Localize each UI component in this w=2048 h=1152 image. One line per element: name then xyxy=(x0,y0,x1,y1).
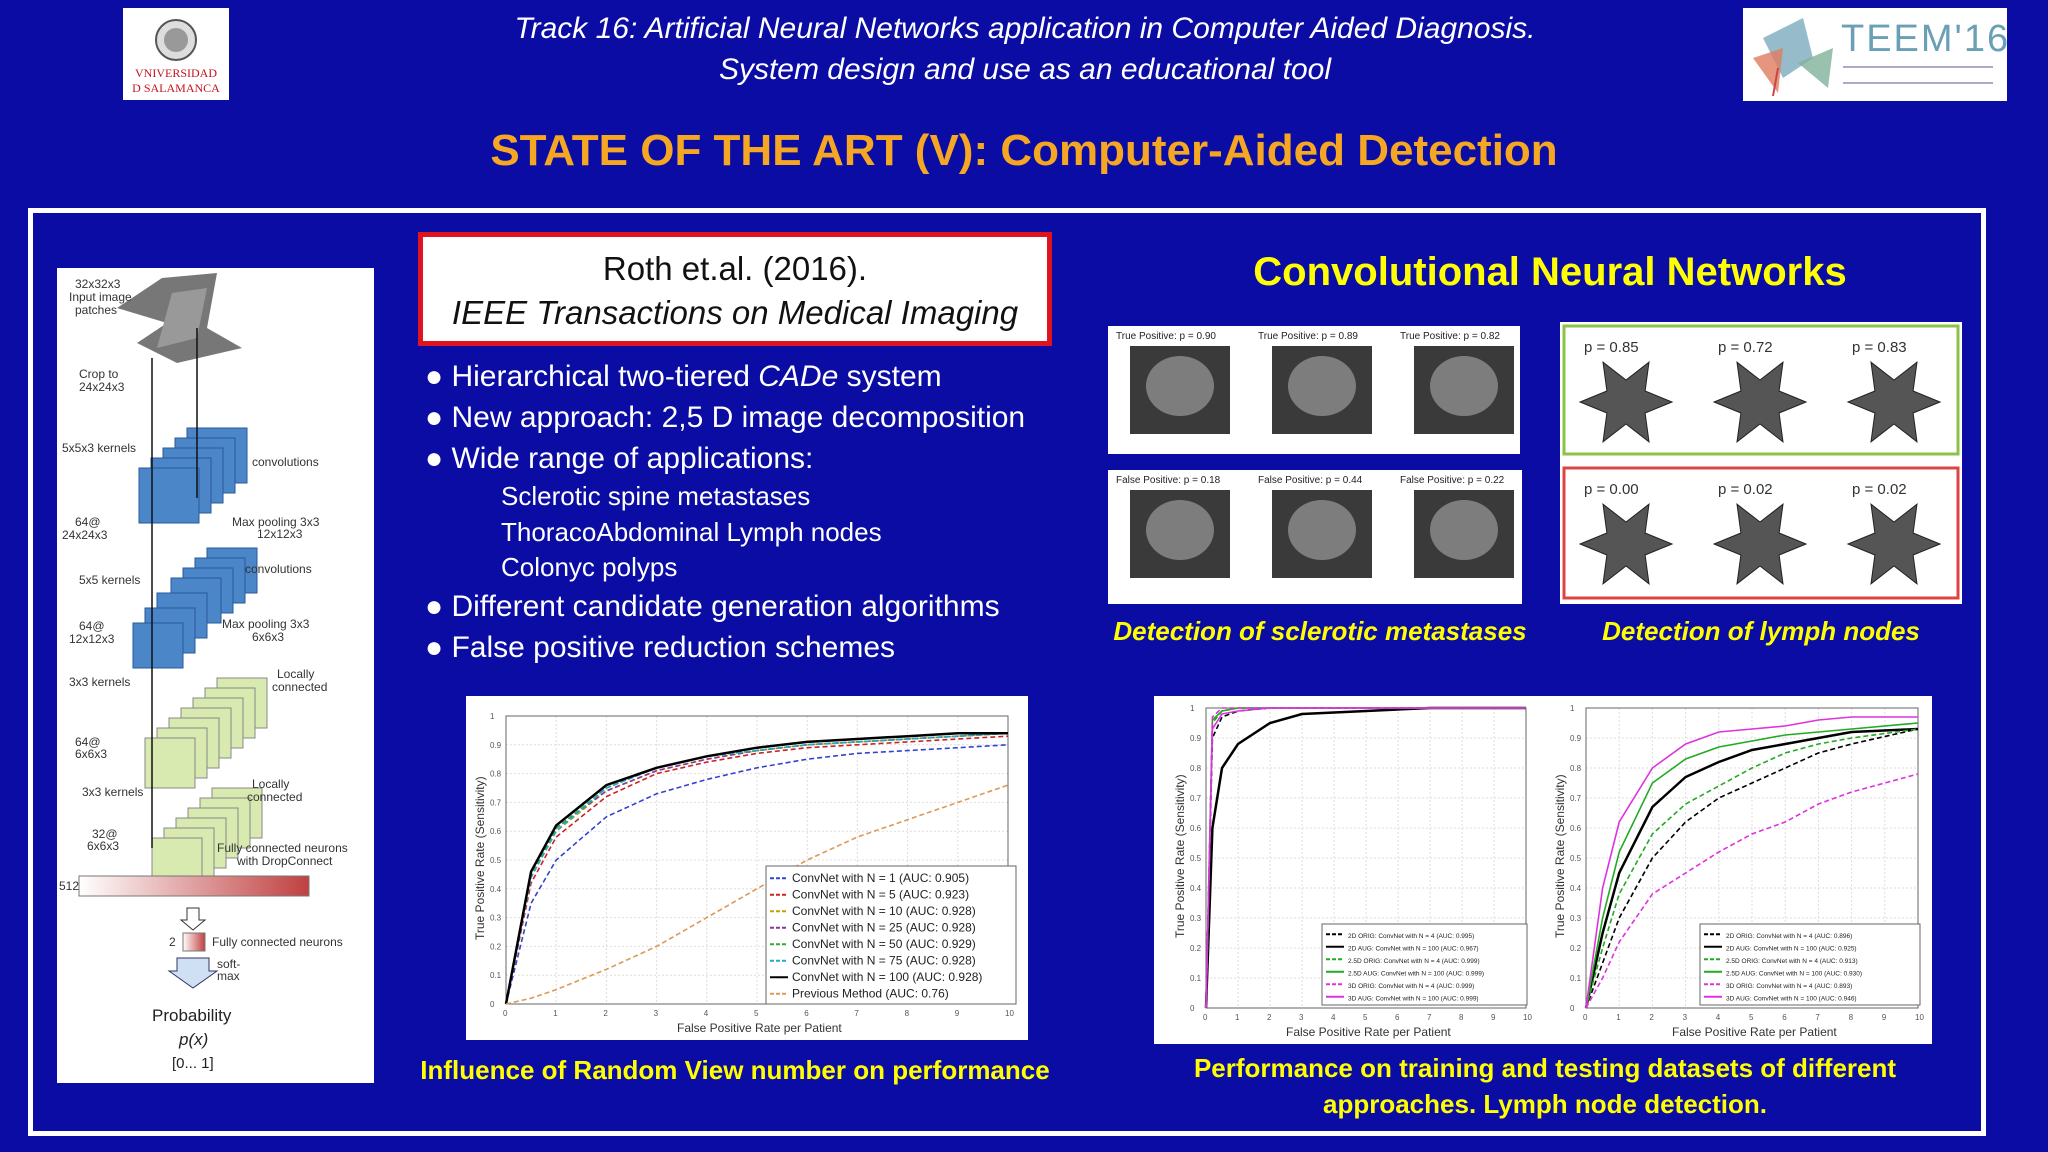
lymph-prob-label: p = 0.02 xyxy=(1718,481,1773,498)
svg-text:[0... 1]: [0... 1] xyxy=(172,1055,214,1072)
y-tick-label: 0.8 xyxy=(490,769,502,779)
svg-text:64@: 64@ xyxy=(75,515,101,529)
svg-text:patches: patches xyxy=(75,303,118,317)
y-tick-label: 0.2 xyxy=(1570,944,1582,953)
bullet-4: ● Different candidate generation algorithms xyxy=(425,589,1000,623)
x-tick-label: 3 xyxy=(1682,1013,1688,1022)
x-tick-label: 6 xyxy=(804,1009,809,1018)
legend-entry: ConvNet with N = 25 (AUC: 0.928) xyxy=(792,920,976,935)
svg-text:convolutions: convolutions xyxy=(245,562,312,576)
svg-text:Fully connected neurons: Fully connected neurons xyxy=(212,935,343,949)
x-tick-label: 5 xyxy=(754,1009,759,1018)
x-tick-label: 3 xyxy=(1299,1013,1304,1022)
lymph-caption: Detection of lymph nodes xyxy=(1602,616,1920,646)
roc1-caption: Influence of Random View number on performance xyxy=(420,1055,1050,1085)
x-tick-label: 3 xyxy=(653,1009,659,1018)
cnn-label-input: 32x32x3 xyxy=(75,277,121,291)
legend-entry: 3D AUG: ConvNet with N = 100 (AUC: 0.999) xyxy=(1348,995,1479,1003)
y-tick-label: 0.6 xyxy=(1190,824,1202,833)
roc-charts-lymph xyxy=(1154,696,1932,1044)
y-tick-label: 0.9 xyxy=(490,740,502,750)
y-tick-label: 0.6 xyxy=(490,827,502,837)
teem-logo-text: TEEM'16 xyxy=(1841,18,2011,60)
svg-text:connected: connected xyxy=(272,680,328,694)
bullet-2: ● New approach: 2,5 D image decomposition xyxy=(425,401,1026,434)
y-tick-label: 0.3 xyxy=(1570,914,1582,923)
probability-label: Probability xyxy=(152,1006,232,1025)
x-tick-label: 9 xyxy=(1881,1013,1887,1022)
lymph-prob-label: p = 0.00 xyxy=(1584,481,1639,498)
x-tick-label: 9 xyxy=(1491,1013,1496,1022)
legend-entry: Previous Method (AUC: 0.76) xyxy=(792,986,949,1001)
svg-text:12x12x3: 12x12x3 xyxy=(69,632,115,646)
legend-entry: 3D ORIG: ConvNet with N = 4 (AUC: 0.893) xyxy=(1726,982,1853,990)
legend-entry: 3D AUG: ConvNet with N = 100 (AUC: 0.946) xyxy=(1726,995,1857,1003)
lymph-node-image xyxy=(1714,504,1806,584)
svg-text:32@: 32@ xyxy=(92,827,118,841)
bone-shape xyxy=(1288,356,1356,416)
track-subtitle xyxy=(300,8,1750,90)
university-logo xyxy=(123,8,229,100)
x-tick-label: 4 xyxy=(703,1009,709,1018)
x-tick-label: 8 xyxy=(1459,1013,1464,1022)
roc2-caption-line-2: approaches. Lymph node detection. xyxy=(1323,1089,1767,1119)
y-tick-label: 0.5 xyxy=(1570,854,1582,863)
logo-text-1: VNIVERSIDAD xyxy=(135,66,217,80)
y-tick-label: 0.3 xyxy=(490,913,502,923)
bone-shape xyxy=(1146,500,1214,560)
svg-text:convolutions: convolutions xyxy=(252,455,319,469)
x-tick-label: 1 xyxy=(553,1009,558,1018)
x-tick-label: 7 xyxy=(854,1009,859,1018)
x-tick-label: 4 xyxy=(1331,1013,1336,1022)
legend-entry: ConvNet with N = 75 (AUC: 0.928) xyxy=(792,953,976,968)
svg-text:5x5 kernels: 5x5 kernels xyxy=(79,573,141,587)
lymph-node-image xyxy=(1848,362,1940,442)
teem-logo xyxy=(1743,8,2011,101)
x-tick-label: 4 xyxy=(1715,1013,1721,1022)
svg-text:12x12x3: 12x12x3 xyxy=(257,527,303,541)
y-tick-label: 0 xyxy=(490,1000,495,1009)
y-tick-label: 0.9 xyxy=(1190,734,1202,743)
legend-entry: 2D AUG: ConvNet with N = 100 (AUC: 0.925) xyxy=(1726,945,1857,953)
sclerotic-tp-panel xyxy=(1108,326,1520,454)
svg-text:6x6x3: 6x6x3 xyxy=(87,839,120,853)
y-tick-label: 0.2 xyxy=(490,942,502,952)
lymph-node-image xyxy=(1848,504,1940,584)
legend-entry: 2.5D ORIG: ConvNet with N = 4 (AUC: 0.913) xyxy=(1726,957,1858,965)
x-tick-label: 6 xyxy=(1782,1013,1787,1022)
x-tick-label: 2 xyxy=(1267,1013,1272,1022)
tp-tile-label: True Positive: p = 0.89 xyxy=(1258,331,1358,342)
legend-entry: ConvNet with N = 1 (AUC: 0.905) xyxy=(792,870,970,885)
y-tick-label: 0.9 xyxy=(1570,734,1582,743)
legend-entry: 2.5D ORIG: ConvNet with N = 4 (AUC: 0.999) xyxy=(1348,957,1480,965)
x-tick-label: 7 xyxy=(1815,1013,1820,1022)
x-tick-label: 10 xyxy=(1915,1013,1924,1022)
legend-entry: ConvNet with N = 5 (AUC: 0.923) xyxy=(792,887,970,902)
x-tick-label: 1 xyxy=(1616,1013,1621,1022)
cnn-architecture-diagram xyxy=(57,268,374,1083)
x-tick-label: 10 xyxy=(1523,1013,1532,1022)
x-tick-label: 2 xyxy=(1649,1013,1654,1022)
x-tick-label: 5 xyxy=(1749,1013,1754,1022)
x-axis-label: False Positive Rate per Patient xyxy=(1672,1025,1837,1039)
bone-shape xyxy=(1288,500,1356,560)
sub-item-2: ThoracoAbdominal Lymph nodes xyxy=(501,516,882,547)
svg-text:soft-: soft- xyxy=(217,957,241,971)
x-axis-label: False Positive Rate per Patient xyxy=(677,1021,842,1035)
svg-text:64@: 64@ xyxy=(79,619,105,633)
x-tick-label: 8 xyxy=(904,1009,910,1018)
teem-logo-subtext xyxy=(1843,66,1993,68)
bone-shape xyxy=(1430,356,1498,416)
lymph-node-image xyxy=(1714,362,1806,442)
y-tick-label: 0.3 xyxy=(1190,914,1202,923)
lymph-prob-label: p = 0.02 xyxy=(1852,481,1907,498)
y-tick-label: 0.1 xyxy=(490,971,502,981)
legend-entry: 2.5D AUG: ConvNet with N = 100 (AUC: 0.999) xyxy=(1348,970,1485,978)
x-axis-label: False Positive Rate per Patient xyxy=(1286,1025,1451,1039)
x-tick-label: 0 xyxy=(1203,1013,1208,1022)
x-tick-label: 8 xyxy=(1848,1013,1854,1022)
svg-text:max: max xyxy=(217,969,240,983)
lymph-panel xyxy=(1560,322,1962,604)
bullet-3: ● Wide range of applications: xyxy=(425,442,814,475)
y-tick-label: 0.7 xyxy=(490,798,502,808)
fp-tile-label: False Positive: p = 0.18 xyxy=(1116,475,1221,486)
svg-text:6x6x3: 6x6x3 xyxy=(252,630,285,644)
svg-text:Input image: Input image xyxy=(69,290,132,304)
legend-entry: 2D ORIG: ConvNet with N = 4 (AUC: 0.995) xyxy=(1348,932,1475,940)
y-tick-label: 0.1 xyxy=(1570,974,1582,983)
svg-text:Crop to: Crop to xyxy=(79,367,119,381)
sub-item-1: Sclerotic spine metastases xyxy=(501,481,811,511)
tp-tile-label: True Positive: p = 0.82 xyxy=(1400,331,1500,342)
roc2-caption-line-1: Performance on training and testing datasets of different xyxy=(1193,1053,1897,1083)
svg-text:2: 2 xyxy=(169,935,176,949)
lymph-node-image xyxy=(1580,362,1672,442)
roc-chart-random-view xyxy=(466,696,1028,1040)
svg-text:64@: 64@ xyxy=(75,735,101,749)
legend-entry: ConvNet with N = 50 (AUC: 0.929) xyxy=(792,936,976,951)
legend-entry: ConvNet with N = 100 (AUC: 0.928) xyxy=(792,969,983,984)
x-tick-label: 5 xyxy=(1363,1013,1368,1022)
x-tick-label: 9 xyxy=(954,1009,960,1018)
svg-text:with DropConnect: with DropConnect xyxy=(237,854,333,868)
y-tick-label: 0.8 xyxy=(1570,764,1582,773)
fp-tile-label: False Positive: p = 0.22 xyxy=(1400,475,1505,486)
bullet-1: ● Hierarchical two-tiered CADe system xyxy=(425,360,942,393)
x-tick-label: 2 xyxy=(603,1009,608,1018)
y-axis-label: True Positive Rate (Sensitivity) xyxy=(473,776,487,940)
legend-entry: ConvNet with N = 10 (AUC: 0.928) xyxy=(792,903,976,918)
x-tick-label: 0 xyxy=(503,1009,508,1018)
lymph-node-image xyxy=(1580,504,1672,584)
sclerotic-fp-panel xyxy=(1108,470,1522,604)
legend-entry: 2D AUG: ConvNet with N = 100 (AUC: 0.967) xyxy=(1348,945,1479,953)
y-tick-label: 0.4 xyxy=(490,884,502,894)
y-tick-label: 0.2 xyxy=(1190,944,1202,953)
cnn-section-title: Convolutional Neural Networks xyxy=(1253,250,1847,294)
bullet-5: ● False positive reduction schemes xyxy=(425,630,896,664)
y-tick-label: 0.8 xyxy=(1190,764,1202,773)
svg-text:24x24x3: 24x24x3 xyxy=(62,528,108,542)
legend-entry: 2.5D AUG: ConvNet with N = 100 (AUC: 0.930) xyxy=(1726,970,1863,978)
x-tick-label: 6 xyxy=(1395,1013,1400,1022)
svg-text:Locally: Locally xyxy=(277,667,315,681)
reference-box xyxy=(418,232,1052,346)
svg-text:Fully connected neurons: Fully connected neurons xyxy=(217,841,348,855)
svg-text:connected: connected xyxy=(247,790,303,804)
y-tick-label: 0 xyxy=(1570,1004,1575,1013)
y-tick-label: 0.4 xyxy=(1190,884,1202,893)
x-tick-label: 1 xyxy=(1235,1013,1240,1022)
y-tick-label: 0.4 xyxy=(1570,884,1582,893)
svg-text:24x24x3: 24x24x3 xyxy=(79,380,125,394)
svg-text:3x3 kernels: 3x3 kernels xyxy=(69,675,131,689)
track-line-1: Track 16: Artificial Neural Networks application in Computer Aided Diagnosis. xyxy=(514,12,1536,45)
lymph-prob-label: p = 0.83 xyxy=(1852,339,1907,356)
x-tick-label: 7 xyxy=(1427,1013,1432,1022)
y-tick-label: 0.7 xyxy=(1190,794,1202,803)
y-tick-label: 0 xyxy=(1190,1004,1195,1013)
y-tick-label: 0.5 xyxy=(1190,854,1202,863)
svg-text:Max pooling 3x3: Max pooling 3x3 xyxy=(222,617,310,631)
y-tick-label: 0.5 xyxy=(490,856,502,865)
tp-tile-label: True Positive: p = 0.90 xyxy=(1116,331,1216,342)
y-tick-label: 1 xyxy=(490,712,495,721)
reference-journal: IEEE Transactions on Medical Imaging xyxy=(451,294,1019,331)
svg-text:6x6x3: 6x6x3 xyxy=(75,747,108,761)
legend-entry: 2D ORIG: ConvNet with N = 4 (AUC: 0.896) xyxy=(1726,932,1853,940)
y-tick-label: 0.1 xyxy=(1190,974,1202,983)
slide-title: STATE OF THE ART (V): Computer-Aided Detection xyxy=(490,126,1558,175)
svg-text:3x3 kernels: 3x3 kernels xyxy=(82,785,144,799)
x-tick-label: 0 xyxy=(1583,1013,1588,1022)
y-tick-label: 1 xyxy=(1190,704,1195,713)
y-tick-label: 0.7 xyxy=(1570,794,1582,803)
svg-text:p(x): p(x) xyxy=(179,1030,209,1049)
track-line-2: System design and use as an educational tool xyxy=(718,53,1332,86)
sub-item-3: Colonyc polyps xyxy=(501,552,678,582)
legend-entry: 3D ORIG: ConvNet with N = 4 (AUC: 0.999) xyxy=(1348,982,1475,990)
sclerotic-caption: Detection of sclerotic metastases xyxy=(1113,616,1527,646)
bullet-list xyxy=(425,356,1025,668)
bone-shape xyxy=(1146,356,1214,416)
y-tick-label: 0.6 xyxy=(1570,824,1582,833)
roc2-caption xyxy=(1150,1050,1940,1122)
svg-text:5x5x3 kernels: 5x5x3 kernels xyxy=(62,441,137,455)
svg-text:Max pooling 3x3: Max pooling 3x3 xyxy=(232,515,320,529)
lymph-prob-label: p = 0.72 xyxy=(1718,339,1773,356)
svg-text:512: 512 xyxy=(59,879,80,893)
reference-authors: Roth et.al. (2016). xyxy=(602,250,868,287)
x-tick-label: 10 xyxy=(1005,1009,1014,1018)
svg-text:Locally: Locally xyxy=(252,777,290,791)
y-axis-label: True Positive Rate (Sensitivity) xyxy=(1553,774,1567,938)
lymph-prob-label: p = 0.85 xyxy=(1584,339,1639,356)
logo-text-2: D SALAMANCA xyxy=(132,81,220,95)
y-axis-label: True Positive Rate (Sensitivity) xyxy=(1173,774,1187,938)
fp-tile-label: False Positive: p = 0.44 xyxy=(1258,475,1363,486)
y-tick-label: 1 xyxy=(1570,704,1575,713)
bone-shape xyxy=(1430,500,1498,560)
